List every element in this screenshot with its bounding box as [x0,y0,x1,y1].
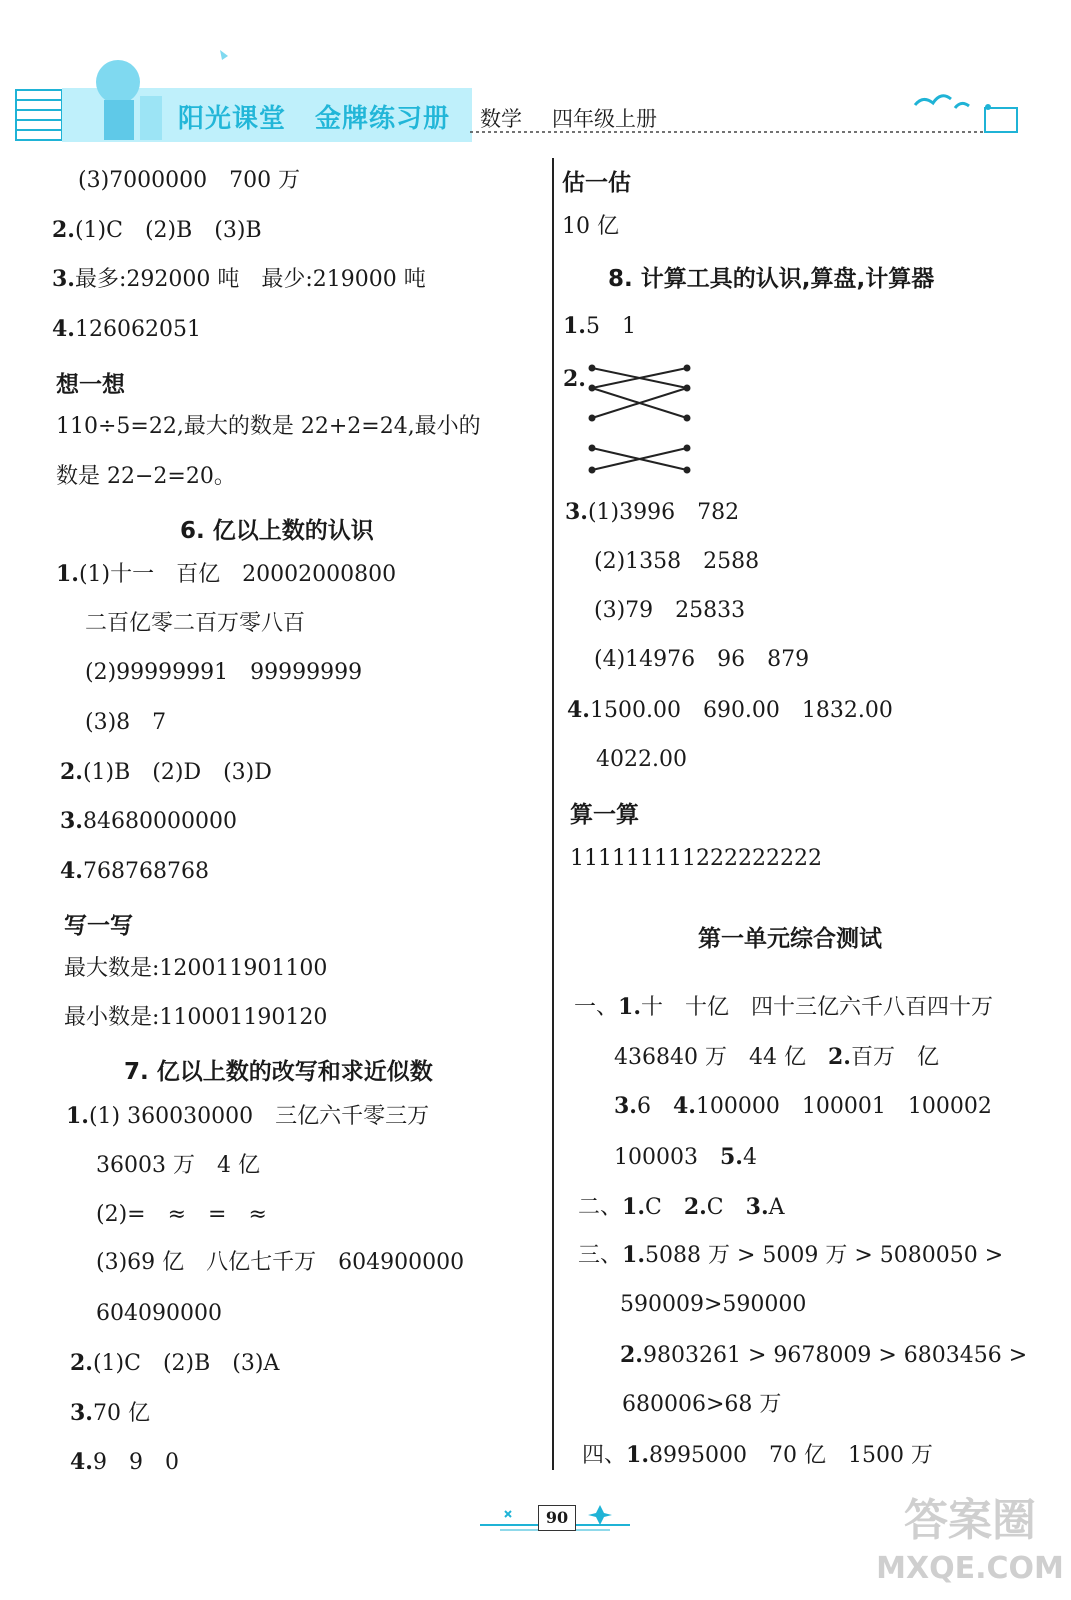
answer-text: C [644,1195,684,1220]
answer-line [70,1449,179,1476]
answer-text: 十 十亿 四十三亿六千八百四十万 [640,995,993,1020]
question-number: 4. [567,697,590,723]
match-dot [684,365,691,372]
question-number: 1. [563,313,586,339]
question-number: 3. [60,808,83,834]
answer-text: (1)C (2)B (3)B [74,218,262,243]
answer-text: (1)C (2)B (3)A [92,1351,280,1376]
match-dot [589,415,596,422]
section-heading-estimate: 估一估 [562,170,631,196]
answer-line [578,1242,1003,1269]
answer-line: 最大数是:120011901100 [64,956,328,981]
question-number: 1. [56,561,79,587]
match-dot [589,467,596,474]
answer-text: 9803261 > 9678009 > 6803456 > [642,1343,1028,1368]
section-heading-8: 8. 计算工具的认识,算盘,计算器 [608,266,935,292]
answer-line: (3)69 亿 八亿七千万 604900000 [96,1250,465,1275]
match-dot [589,385,596,392]
match-dot [684,467,691,474]
answer-line [567,697,893,724]
answer-text: 84680000000 [82,809,237,834]
watermark-logo [875,1480,1065,1590]
question-number: 4. [70,1449,93,1475]
answer-text: 100003 [614,1145,720,1170]
answer-line: (2)1358 2588 [594,549,760,574]
answer-line: (4)14976 96 879 [594,647,810,672]
match-dot [684,445,691,452]
answer-text: (1)B (2)D (3)D [82,760,272,785]
answer-line [70,1400,150,1427]
question-number: 2. [827,1044,851,1070]
answer-line [60,808,237,835]
question-number: 3. [70,1400,93,1426]
question-number: 2. [70,1350,93,1376]
answer-line [56,561,396,588]
part-label: 四、 [582,1443,627,1468]
watermark-text: 答案圈 [904,1495,1036,1546]
column-divider [552,158,554,1470]
section-heading-write: 写一写 [64,913,133,939]
answer-text: 126062051 [74,317,201,342]
section-heading-calc: 算一算 [570,802,639,828]
page-header [0,0,1071,150]
section-heading-6: 6. 亿以上数的认识 [180,518,374,544]
section-heading-7: 7. 亿以上数的改写和求近似数 [124,1059,433,1085]
section-heading-unit-test: 第一单元综合测试 [698,926,882,952]
answer-line: (2)99999991 99999999 [85,660,363,685]
answer-line: 二百亿零二百万零八百 [85,611,306,636]
answer-text: A [768,1195,785,1220]
answer-line: 最小数是:110001190120 [64,1005,328,1030]
match-dot [684,385,691,392]
answer-line [614,1144,757,1171]
answer-line [70,1350,279,1377]
answer-line: 111111111222222222 [570,846,822,871]
answer-text: (1)3996 782 [587,500,740,525]
answer-line [620,1342,1027,1369]
question-number: 3. [614,1093,637,1119]
answer-line [60,759,272,786]
answer-line [52,316,201,343]
answer-line [565,499,739,526]
answer-text: 8995000 70 亿 1500 万 [648,1443,933,1468]
answer-text: 768768768 [82,859,209,884]
answer-line: 4022.00 [596,747,687,772]
subject-label: 数学 [480,107,522,131]
answer-line [52,217,262,244]
series-title-secondary: 金牌练习册 [315,104,451,134]
answer-text: 5088 万 > 5009 万 > 5080050 > [644,1243,1004,1268]
answer-line: (2)= ≈ = ≈ [96,1202,267,1227]
answer-text: 436840 万 44 亿 [614,1045,828,1070]
question-number: 2. [620,1342,643,1368]
answer-line: 680006>68 万 [622,1392,782,1417]
question-number: 1. [622,1242,645,1268]
matching-lines-diagram [585,358,695,488]
answer-line: 36003 万 4 亿 [96,1153,260,1178]
question-number: 4. [672,1093,696,1119]
question-number: 3. [52,266,75,292]
answer-line [66,1103,429,1130]
header-banner-graphic [0,0,1071,150]
answer-text: (1)十一 百亿 20002000800 [78,562,397,587]
answer-line [60,858,209,885]
match-dot [684,415,691,422]
answer-line: 590009>590000 [620,1292,807,1317]
answer-line [582,1442,933,1469]
question-number: 1. [622,1194,645,1220]
answer-text: C [706,1195,746,1220]
answer-text: 百万 亿 [850,1045,939,1070]
answer-line [52,266,426,293]
answer-text: 100000 100001 100002 [695,1094,992,1119]
answer-line [614,1044,939,1071]
question-number: 2. [683,1194,707,1220]
answer-line: 数是 22−2=20。 [56,464,236,489]
answer-line [563,313,636,340]
part-label: 三、 [578,1243,623,1268]
answer-text: (1) 360030000 三亿六千零三万 [88,1104,430,1129]
watermark-domain: MXQE.COM [876,1551,1064,1586]
answer-text: 1500.00 690.00 1832.00 [589,698,893,723]
answer-text: 4 [742,1145,757,1170]
question-number: 1. [626,1442,649,1468]
question-number: 4. [60,858,83,884]
answer-text: 5 1 [585,314,636,339]
question-number: 2. [563,366,586,392]
answer-text: 最多:292000 吨 最少:219000 吨 [74,267,426,292]
series-title-primary: 阳光课堂 [178,104,287,134]
answer-text: 9 9 0 [92,1450,179,1475]
answer-line: 604090000 [96,1301,222,1326]
page-number: 90 [538,1505,576,1531]
question-number: 4. [52,316,75,342]
answer-line [578,1194,785,1221]
answer-text: 70 亿 [92,1401,150,1426]
answer-line: (3)79 25833 [594,598,746,623]
question-number: 5. [719,1144,743,1170]
section-heading-think: 想一想 [56,372,125,398]
question-number: 1. [66,1103,89,1129]
answer-line [563,366,586,393]
part-label: 二、 [578,1195,623,1220]
answer-text: 6 [636,1094,673,1119]
match-dot [589,365,596,372]
question-number: 1. [618,994,641,1020]
answer-line: (3)7000000 700 万 [78,168,301,193]
match-dot [589,445,596,452]
answer-line [574,994,993,1021]
grade-label: 四年级上册 [552,107,657,131]
answer-line: 10 亿 [562,214,619,239]
answer-line: 110÷5=22,最大的数是 22+2=24,最小的 [56,414,481,439]
question-number: 2. [60,759,83,785]
part-label: 一、 [574,995,619,1020]
question-number: 2. [52,217,75,243]
question-number: 3. [565,499,588,525]
question-number: 3. [745,1194,769,1220]
answer-line: (3)8 7 [85,710,167,735]
answer-line [614,1093,992,1120]
